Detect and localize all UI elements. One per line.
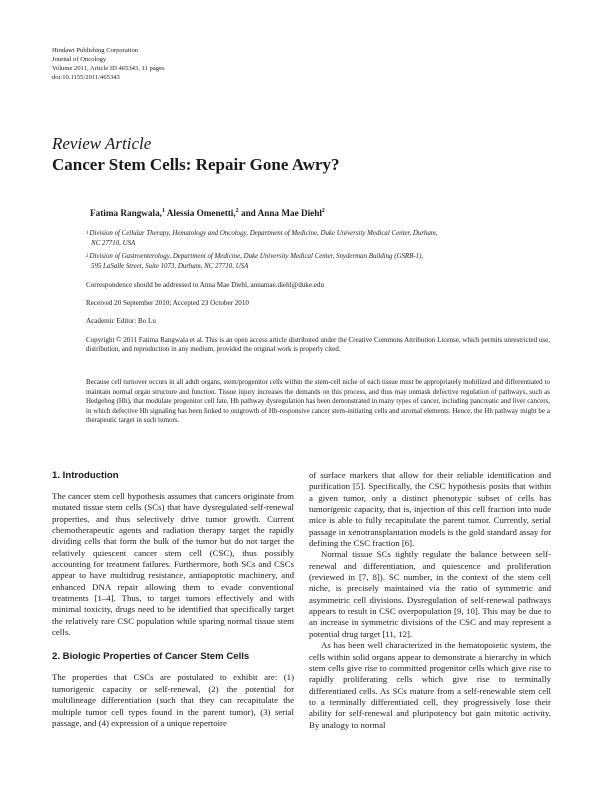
affiliation-line: Division of Gastroenterology, Department of Medicine, Duke University Medical Center, Snyderman Building (GSRB-1), [89,253,424,260]
article-type: Review Article [52,134,152,153]
affiliation-number: 1 [86,231,89,236]
section-heading: 1. Introduction [52,470,119,481]
abstract: Because cell turnover occurs in all adult organs, stem/progenitor cells within the stem-cell niche of each tissue must be appropriately mobilized and differentiated to maintain normal organ structure and function. Tissue injury increases the demands on this process, and thus may unmask defective regulation of pathways, such as Hedgehog (Hh), that modulate progenitor cell fate. Hh pathway dysregulation has been demonstrated in many types of cancer, including pancreatic and liver cancers, in which defective Hh signaling has been linked to outgrowth of Hh-responsive cancer stem-initiating cells and stromal elements. Hence, the Hh pathway might be a therapeutic target in such tumors. [86,378,550,425]
copyright-notice: Copyright © 2011 Fatima Rangwala et al. This is an open access article distributed under the Creative Commons Attribution License, which permits unrestricted use, distribution, and reproduction in any medium, provided the original work is properly cited. [86,336,550,354]
author-name: Fatima Rangwala, [90,208,162,219]
journal-volume: Volume 2011, Article ID 465343, 11 pages [52,65,165,72]
body-paragraph: The properties that CSCs are postulated to exhibit are: (1) tumorigenic capacity or self-renewal, (2) the potential for multilineage differentiation (such that they can recapitulate the multiple tumor cell types found in the parent tumor), (3) serial passage, and (4) expression of a unique repertoire [52,672,294,728]
body-paragraph: The cancer stem cell hypothesis assumes that cancers originate from mutated tissue stem cells (SCs) that have dysregulated self-renewal properties, and thus selectively drive tumor growth. Current chemotherapeutic agents and radiation therapy target the rapidly dividing cells that form the bulk of the tumor but do not target the relatively quiescent cancer stem cell (CSC), thus possibly accounting for treatment failures. Furthermore, both SCs and CSCs appear to have multidrug resistance, antiapoptotic machinery, and enhanced DNA repair allowing them to evade conventional treatments [1–4]. Thus, to target tumors effectively and with minimal toxicity, drugs need to be identified that specifically target the relatively rare CSC population while sparing normal tissue stem cells. [52,491,294,638]
journal-header [52,46,165,82]
body-paragraph: Normal tissue SCs tightly regulate the balance between self-renewal and differentiation, and quiescence and proliferation (reviewed in [7, 8]). SC number, in the context of the stem cell niche, is precisely maintained via the ratio of symmetric and asymmetric cell divisions. Dysregulation of self-renewal pathways appears to result in CSC overpopulation [9, 10]. This may be due to an increase in symmetric divisions of the CSC and may represent a potential drug target [11, 12]. [309,549,551,639]
author-affiliation-mark: 2 [235,208,239,214]
body-paragraph: of surface markers that allow for their reliable identification and purification [5]. Specifically, the CSC hypothesis posits that within a given tumor, only a distinct phenotypic subset of cells has tumorigenic capacity, that is, injection of this cell fraction into nude mice is able to fully recapitulate the parent tumor. Currently, serial passage in xenotransplantation models is the gold standard assay for defining the CSC fraction [6]. [309,470,551,549]
author-list [90,208,325,218]
journal-doi: doi:10.1155/2011/465343 [52,74,120,81]
academic-editor: Academic Editor: Bo Lu [86,317,156,325]
right-column [309,470,551,731]
affiliation-line: 595 LaSalle Street, Suite 1073, Durham, NC 27710, USA [91,262,249,270]
author-name: and Anna Mae Diehl [240,208,322,219]
author-affiliation-mark: 1 [161,208,165,214]
received-accepted-dates: Received 20 September 2010; Accepted 23 October 2010 [86,299,249,307]
author-affiliation-mark: 2 [321,208,325,214]
affiliation [86,229,546,248]
affiliation-number: 2 [86,254,89,259]
affiliation-line: Division of Cellular Therapy, Hematology and Oncology, Department of Medicine, Duke University Medical Center, Durham, [89,230,438,237]
affiliation-line: NC 27710, USA [91,239,136,247]
journal-name: Journal of Oncology [52,56,107,63]
body-paragraph: As has been well characterized in the hematopoietic system, the cells within solid organs appear to demonstrate a hierarchy in which stem cells give rise to committed progenitor cells which give rise to rapidly proliferating cells which give rise to terminally differentiated cells. As SCs mature from a self-renewable stem cell to a terminally differentiated cell, they progressively lose their ability for self-renewal and pluripotency but gain mitotic activity. By analogy to normal [309,640,551,730]
affiliation [86,252,546,271]
left-column [52,470,294,729]
author-name: Alessia Omenetti, [166,208,236,219]
publisher-name: Hindawi Publishing Corporation [52,47,139,54]
correspondence-line: Correspondence should be addressed to Anna Mae Diehl, annamae.diehl@duke.edu [86,281,324,289]
section-heading: 2. Biologic Properties of Cancer Stem Cells [52,651,250,663]
article-title: Cancer Stem Cells: Repair Gone Awry? [52,155,340,174]
